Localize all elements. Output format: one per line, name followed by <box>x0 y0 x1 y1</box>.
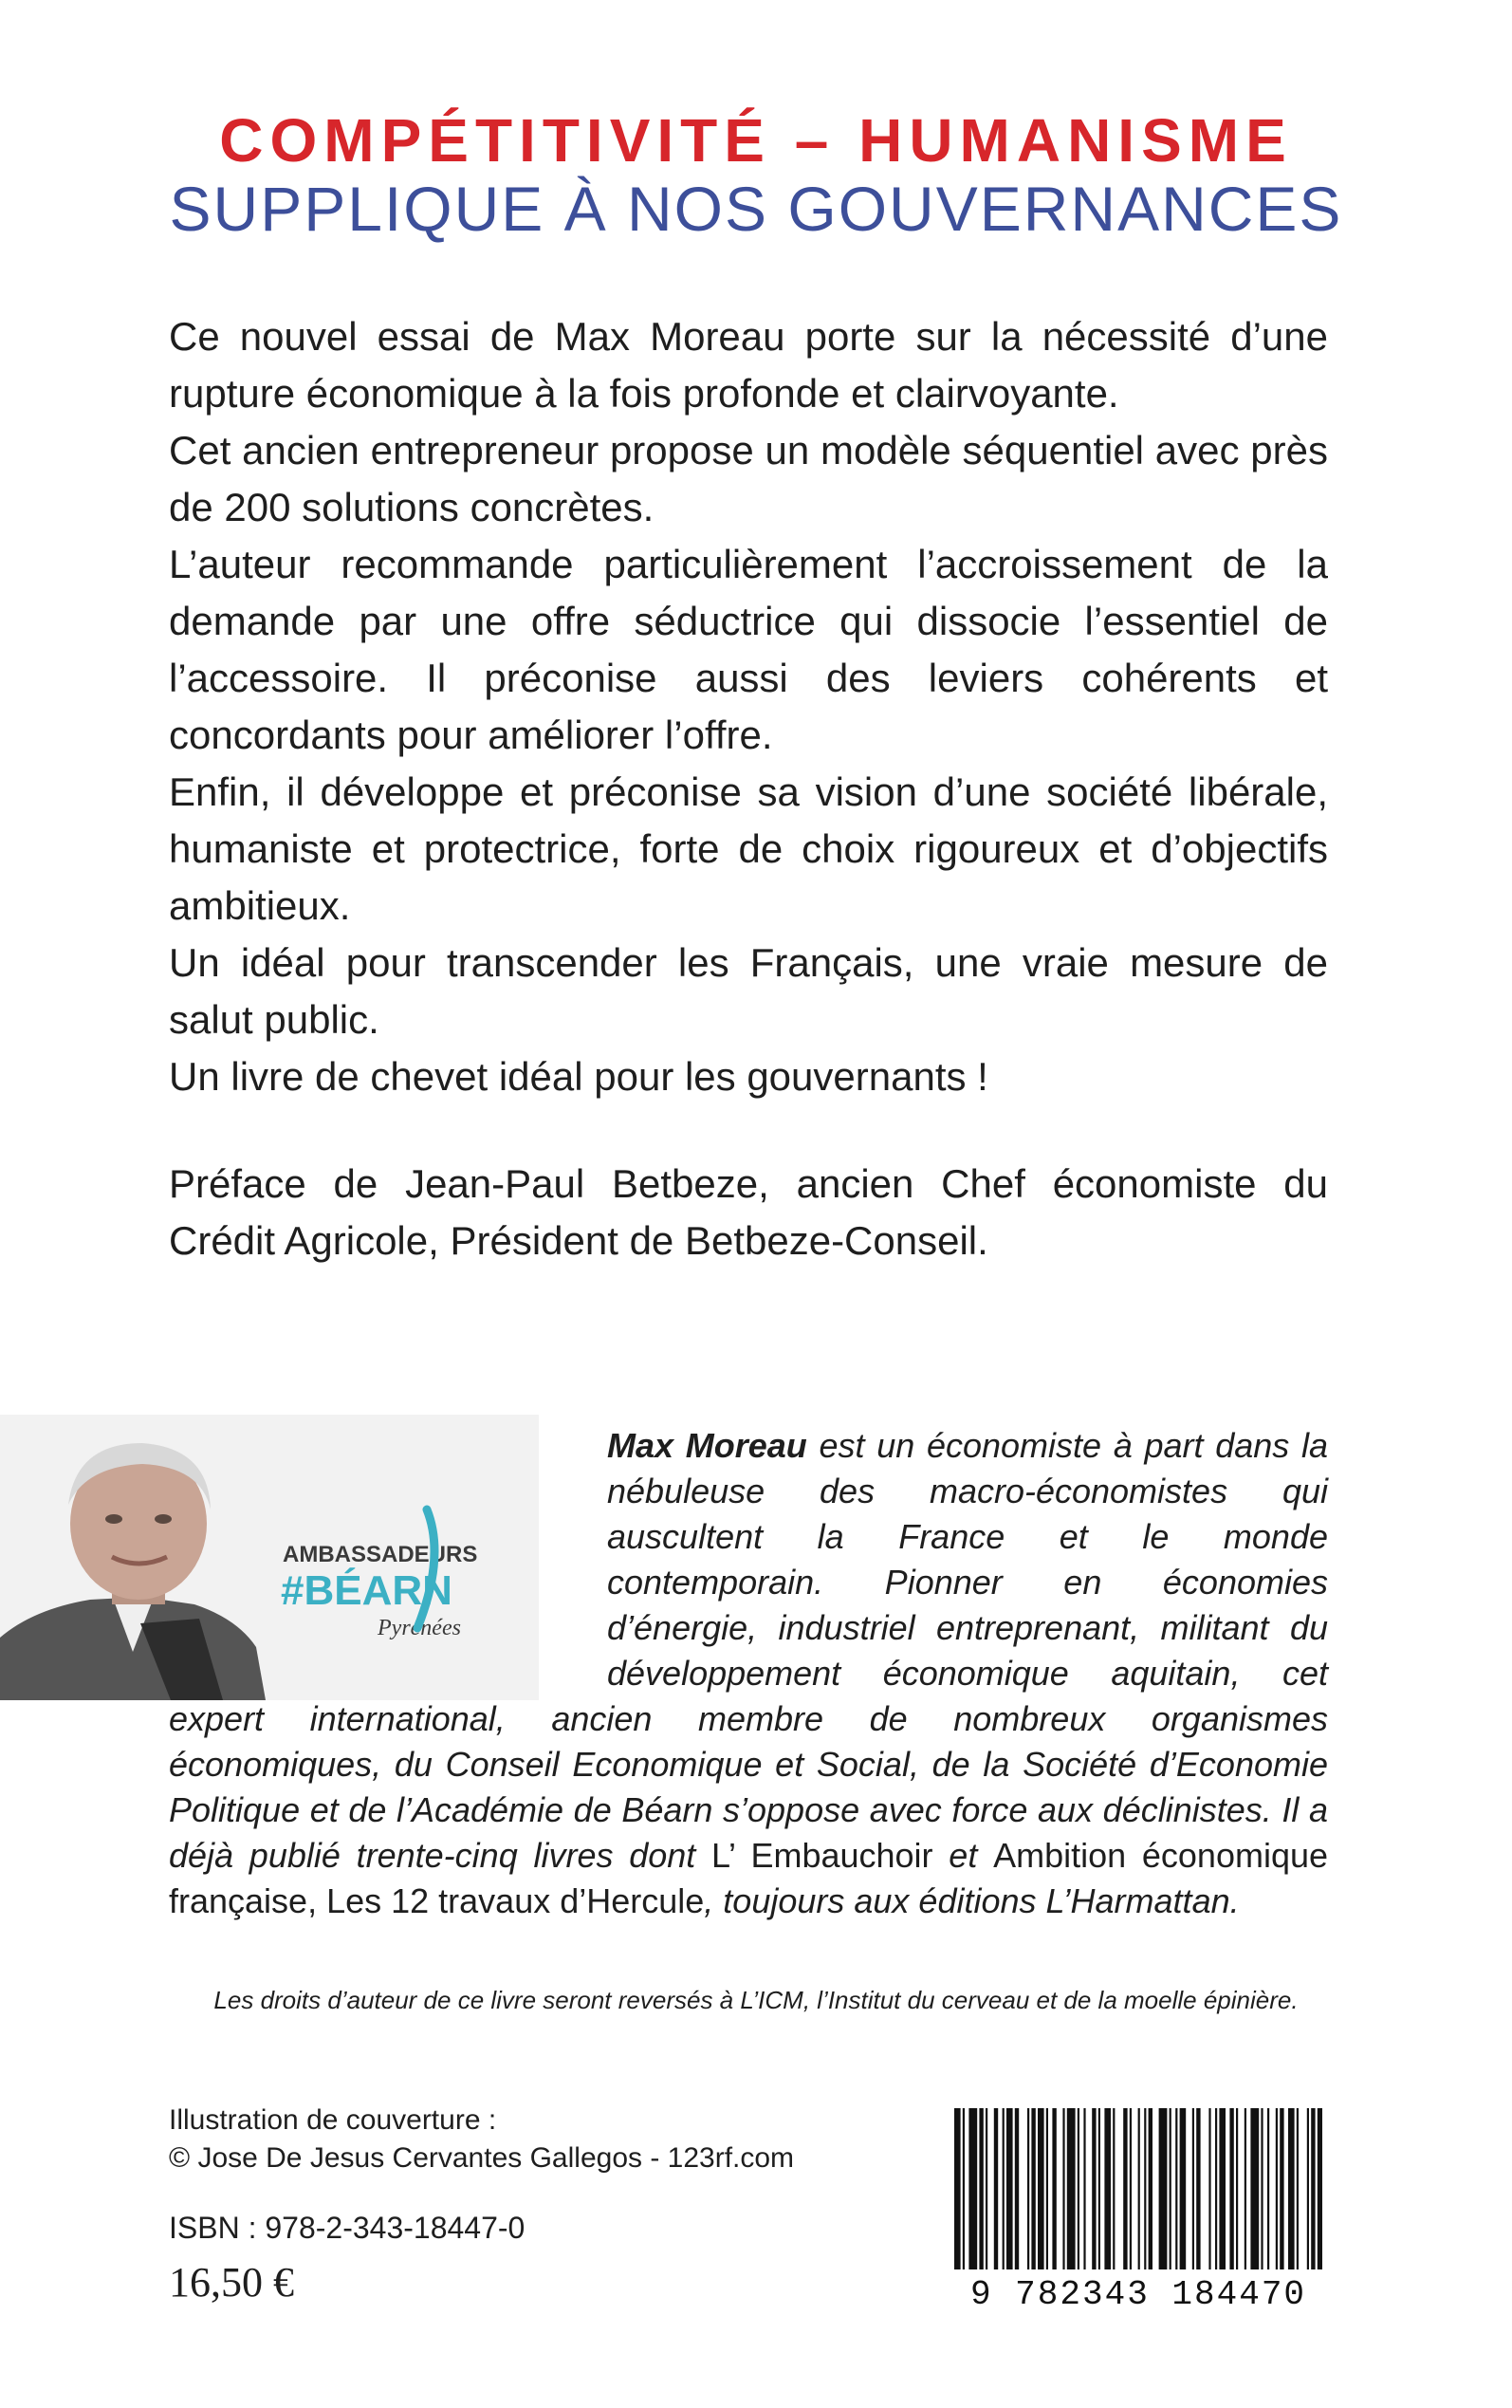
summary-paragraph: L’auteur recommande particulièrement l’accroissement de la demande par une offre séductrice qui dissocie l’essentiel de l’accessoire. Il préconise aussi des leviers cohérents et concordants pour améliorer l’offre. <box>169 542 1328 757</box>
barcode-bar <box>1078 2108 1079 2269</box>
illustration-credit <box>169 2102 794 2177</box>
barcode-bar <box>1015 2108 1019 2269</box>
barcode-bar <box>1083 2108 1085 2269</box>
barcode-bar <box>1027 2108 1029 2269</box>
barcode-bar <box>1245 2108 1246 2269</box>
barcode-bar <box>1236 2108 1238 2269</box>
barcode-bar <box>1307 2108 1309 2269</box>
barcode-bar <box>1006 2108 1013 2269</box>
barcode-bar <box>1130 2108 1132 2269</box>
title-line-2: SUPPLIQUE À NOS GOUVERNANCES <box>169 174 1343 244</box>
isbn: ISBN : 978-2-343-18447-0 <box>169 2211 526 2245</box>
barcode-bar <box>1297 2108 1299 2269</box>
summary-paragraph: Cet ancien entrepreneur propose un modèle séquentiel avec près de 200 solutions concrètes. <box>169 428 1328 529</box>
barcode-bar <box>1208 2108 1210 2269</box>
barcode-bar <box>986 2108 987 2269</box>
barcode-bar <box>1280 2108 1283 2269</box>
barcode-bar <box>1038 2108 1044 2269</box>
barcode-digits: 9 782343 184470 <box>969 2275 1307 2313</box>
barcode-bar <box>1098 2108 1100 2269</box>
barcode-bar <box>1138 2108 1140 2269</box>
barcode-bar <box>1003 2108 1005 2269</box>
barcode-bar <box>1276 2108 1278 2269</box>
barcode-bar <box>1052 2108 1056 2269</box>
barcode-bar <box>1170 2108 1171 2269</box>
barcode-bar <box>1229 2108 1233 2269</box>
logo-pyrenees-text: Pyrénées <box>378 1616 461 1640</box>
preface-note: Préface de Jean-Paul Betbeze, ancien Chef économiste du Crédit Agricole, Président de Betbeze-Conseil. <box>169 1161 1328 1263</box>
summary-paragraph: Enfin, il développe et préconise sa vision d’une société libérale, humaniste et protectrice, forte de choix rigoureux et d’objectifs ambitieux. <box>169 769 1328 928</box>
book-title: Ambition économique française, Les 12 travaux d’Hercule <box>169 1836 1329 1920</box>
author-bio-text: , toujours aux éditions L’Harmattan. <box>704 1881 1240 1920</box>
barcode-bar <box>1149 2108 1152 2269</box>
barcode-bar <box>1250 2108 1259 2269</box>
barcode-bar <box>1180 2108 1187 2269</box>
summary-paragraph: Un idéal pour transcender les Français, une vraie mesure de salut public. <box>169 940 1328 1042</box>
barcode-bar <box>1092 2108 1096 2269</box>
title-line-1: COMPÉTITIVITÉ – HUMANISME <box>219 106 1293 175</box>
barcode-bar <box>1159 2108 1168 2269</box>
copyright-donation-note: Les droits d’auteur de ce livre seront reversés à L’ICM, l’Institut du cerveau et de la moelle épinière. <box>213 1986 1299 2014</box>
summary-paragraph: Ce nouvel essai de Max Moreau porte sur la nécessité d’une rupture économique à la fois profonde et clairvoyante. <box>169 314 1328 416</box>
illustration-label: Illustration de couverture : <box>169 2104 497 2136</box>
barcode-bar <box>968 2108 977 2269</box>
author-name: Max Moreau <box>607 1426 807 1465</box>
barcode-bar <box>1175 2108 1177 2269</box>
barcode-bar <box>1046 2108 1048 2269</box>
author-bio-text: et <box>932 1836 994 1875</box>
barcode-bar <box>1104 2108 1111 2269</box>
barcode-bar <box>1261 2108 1263 2269</box>
barcode <box>949 2104 1328 2313</box>
barcode-bar <box>1311 2108 1315 2269</box>
barcode-bar <box>1219 2108 1226 2269</box>
barcode-bar <box>1288 2108 1295 2269</box>
illustration-source: © Jose De Jesus Cervantes Gallegos - 123rf.com <box>169 2142 795 2174</box>
logo-ambassadeurs-text: AMBASSADEURS <box>283 1542 478 1567</box>
book-title: L’ Embauchoir <box>711 1836 933 1875</box>
barcode-bar <box>1031 2108 1035 2269</box>
barcode-bar <box>954 2108 961 2269</box>
barcode-bar <box>979 2108 983 2269</box>
barcode-bar <box>1113 2108 1115 2269</box>
logo-bearn-text: #BÉARN <box>281 1567 452 1614</box>
barcode-bar <box>994 2108 998 2269</box>
author-bio-text: est un économiste à part dans la nébuleuse des macro-économistes qui auscultent la France et le monde contemporain. Pionner en économies d’énergie, industriel entreprenant, militant du développement économique aquitain, cet expert international, ancien membre de nombreux organismes économiques, du Conseil Economique et Social, de la Société d’Economie Politique et de l’Académie de Béarn s’oppose avec force aux déclinistes. Il a déjà publié trente-cinq livres dont <box>169 1426 1328 1875</box>
barcode-bar <box>1144 2108 1146 2269</box>
barcode-bar <box>1215 2108 1217 2269</box>
barcode-bar <box>1192 2108 1194 2269</box>
summary-paragraph: Un livre de chevet idéal pour les gouvernants ! <box>169 1054 988 1099</box>
barcode-bar <box>1318 2108 1322 2269</box>
barcode-bar <box>1196 2108 1200 2269</box>
barcode-bar <box>1067 2108 1076 2269</box>
summary-text <box>169 308 1328 1105</box>
barcode-bar <box>963 2108 965 2269</box>
price: 16,50 € <box>169 2259 294 2306</box>
barcode-bar <box>1267 2108 1269 2269</box>
barcode-bar <box>1062 2108 1064 2269</box>
barcode-bar <box>1123 2108 1127 2269</box>
author-bio <box>169 1423 1328 1924</box>
